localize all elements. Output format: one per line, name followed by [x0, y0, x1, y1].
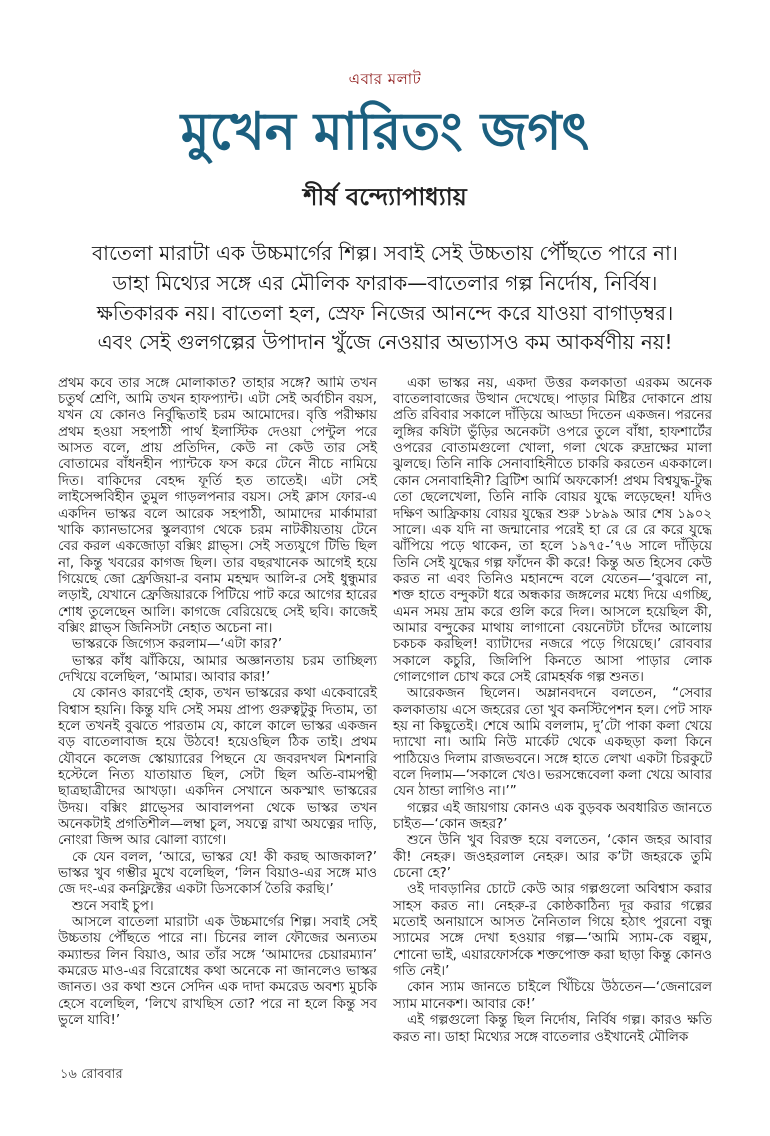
lead-line: ডাহা মিথ্যের সঙ্গে এর মৌলিক ফারাক—বাতেলার গল্প নির্দোষ, নির্বিষ।: [112, 270, 658, 295]
article-title: মুখেন মারিতং জগৎ: [180, 102, 590, 162]
article-body: [58, 376, 712, 1064]
lead-line: ক্ষতিকারক নয়। বাতেলা হল, স্রেফ নিজের আনন্দে করে যাওয়া বাগাড়ম্বর।: [96, 300, 674, 325]
body-paragraph: একা ভাস্কর নয়, একদা উত্তর কলকাতা এরকম অনেক বাতেলাবাজের উত্থান দেখেছে। পাড়ার মিষ্টির দোকানে প্রায় প্রতি রবিবার সকালে দাঁড়িয়ে আড্ডা দিতেন একজন। পরনের লুঙ্গির কষিটা ভুঁড়ির অনেকটা ওপরে তুলে বাঁধা, হাফশার্টের ওপরের বোতামগুলো খোলা, গলা থেকে রুদ্রাক্ষের মালা ঝুলছে। তিনি নাকি সেনাবাহিনীতে চাকরি করতেন এককালে। কোন সেনাবাহিনী? ব্রিটিশ আর্মি অফকোর্স! প্রথম বিশ্বযুদ্ধ-টুদ্ধ তো ছেলেখেলা, তিনি নাকি বোয়র যুদ্ধে লড়েছেন! যদিও দক্ষিণ আফ্রিকায় বোয়র যুদ্ধের শুরু ১৮৯৯ আর শেষ ১৯০২ সালে। এক যদি না জন্মানোর পরেই হা রে রে রে করে যুদ্ধে ঝাঁপিয়ে পড়ে থাকেন, তা হলে ১৯৭৫-’৭৬ সালে দাঁড়িয়ে তিনি সেই যুদ্ধের গল্প ফাঁদেন কী করে! কিন্তু অত হিসেব কেউ করত না এবং তিনিও মহানন্দে বলে যেতেন—‘বুঝলে না, শক্ত হাতে বন্দুকটা ধরে অন্ধকার জঙ্গলের মধ্যে দিয়ে এগচ্ছি, এমন সময় দ্রাম করে গুলি করে দিল। আসলে হয়েছিল কী, আমার বন্দুকের মাথায় লাগানো বেয়নেটটা চাঁদের আলোয় চকচক করছিল! ব্যাটাদের নজরে পড়ে গিয়েছে।’ রোববার সকালে কচুরি, জিলিপি কিনতে আসা পাড়ার লোক গোলগোল চোখ করে সেই রোমহর্ষক গল্প শুনত।: [393, 375, 712, 685]
page-footer: [60, 1065, 123, 1086]
body-paragraph: ভাস্কর কাঁধ ঝাঁকিয়ে, আমার অজ্ঞানতায় চরম তাচ্ছিল্য দেখিয়ে বলেছিল, ‘আমার। আবার কার!’: [58, 653, 377, 685]
right-column: [393, 376, 712, 1064]
body-paragraph: শুনে উনি খুব বিরক্ত হয়ে বলতেন, ‘কোন জহর আবার কী! নেহরু। জওহরলাল নেহরু। আর ক’টা জহরকে তুমি চেনো হে?’: [393, 833, 712, 882]
author-byline: শীর্ষ বন্দ্যোপাধ্যায়: [303, 183, 467, 212]
body-paragraph: আরেকজন ছিলেন। অম্লানবদনে বলতেন, “সেবার কলকাতায় এসে জহরের তো খুব কনস্টিপেশন হল। পেট সাফ হয় না কিছুতেই। শেষে আমি বললাম, দু’টো পাকা কলা খেয়ে দ্যাখো না। আমি নিউ মার্কেট থেকে একছড়া কলা কিনে পাঠিয়েও দিলাম রাজভবনে। সঙ্গে হাতে লেখা একটা চিরকুটে বলে দিলাম—‘সকালে খেও। ভরসন্ধেবেলা কলা খেয়ে আবার যেন ঠান্ডা লাগিও না।’”: [393, 686, 712, 800]
body-paragraph: ভাস্করকে জিগ্যেস করলাম—‘এটা কার?’: [72, 637, 283, 653]
body-paragraph: প্রথম কবে তার সঙ্গে মোলাকাত? তাহার সঙ্গে? আমি তখন চতুর্থ শ্রেণি, আমি তখন হাফপ্যান্ট। এটা সেই অর্বাচীন বয়স, যখন যে কোনও নির্বুদ্ধিতাই চরম আমোদের। বৃত্তি পরীক্ষায় প্রথম হওয়া সহপাঠী পার্থ ইলাস্টিক দেওয়া পেন্টুল পরে আসত বলে, প্রায় প্রতিদিন, কেউ না কেউ তার সেই বোতামের বাঁধনহীন প্যান্টকে ফস করে টেনে নীচে নামিয়ে দিত। বাকিদের বেহদ্দ ফূর্তি হত তাতেই। এটা সেই লাইসেন্সবিহীন তুমুল গাড়লপনার বয়স। সেই ক্লাস ফোর-এ একদিন ভাস্কর বলে আরেক সহপাঠী, আমাদের মার্কামারা খাকি ক্যানভাসের স্কুলব্যাগ থেকে চরম নাটকীয়তায় টেনে বের করল একজোড়া বক্সিং গ্লাভ্স। সেই সত্যযুগে টিভি ছিল না, কিন্তু খবরের কাগজ ছিল। তার বছরখানেক আগেই হয়ে গিয়েছে জো ফ্রেজিয়া-র বনাম মহম্মদ আলি-র সেই ধুন্ধুমার লড়াই, যেখানে ফ্রেজিয়ারকে পিটিয়ে পাট করে আগের হারের শোধ তুলেছেন আলি। কাগজে বেরিয়েছে সেই ছবি। কাজেই বক্সিং গ্লাভ্স জিনিসটা নেহাত অচেনা না।: [58, 375, 377, 636]
body-paragraph: শুনে সবাই চুপ।: [72, 898, 154, 914]
body-paragraph: এই গল্পগুলো কিন্তু ছিল নির্দোষ, নির্বিষ গল্প। কারও ক্ষতি করত না। ডাহা মিথ্যের সঙ্গে বাতেলার ওইখানেই মৌলিক: [393, 1013, 712, 1045]
body-paragraph: যে কোনও কারণেই হোক, তখন ভাস্করের কথা একেবারেই বিশ্বাস হয়নি। কিন্তু যদি সেই সময় প্রাপ্য গুরুত্বটুকু দিতাম, তা হলে তখনই বুঝতে পারতাম যে, কালে কালে ভাস্কর একজন বড় বাতেলাবাজ হয়ে উঠবে! হয়েওছিল ঠিক তাই। প্রথম যৌবনে কলেজ স্কোয়্যারের পিছনে যে জবরদখল মিশনারি হস্টেলে নিত্য যাতায়াত ছিল, সেটা ছিল অতি-বামপন্থী ছাত্রছাত্রীদের আখড়া। একদিন সেখানে অকস্মাৎ ভাস্করের উদয়। বক্সিং গ্লাভ্সের আবালপনা থেকে ভাস্কর তখন অনেকটাই প্রগতিশীল—লম্বা চুল, সযত্নে রাখা অযত্নের দাড়ি, নোংরা জিন্স আর ঝোলা ব্যাগে।: [58, 686, 377, 849]
lead-paragraph: [58, 239, 712, 357]
body-paragraph: ওই দাবড়ানির চোটে কেউ আর গল্পগুলো অবিশ্বাস করার সাহস করত না। নেহরু-র কোষ্ঠকাঠিন্য দূর করার গল্পের মতোই অনায়াসে আসত নৈনিতাল গিয়ে হঠাৎ পুরনো বন্ধু স্যামের সঙ্গে দেখা হওয়ার গল্প—‘আমি স্যাম-কে বল্লুম, শোনো ভাই, এয়ারফোর্সকে শক্তপোক্ত করা ছাড়া কিন্তু কোনও গতি নেই।’: [393, 882, 712, 980]
lead-line: বাতেলা মারাটা এক উচ্চমার্গের শিল্প। সবাই সেই উচ্চতায় পৌঁছতে পারে না।: [92, 241, 678, 266]
body-paragraph: গল্পের এই জায়গায় কোনও এক বুড়বক অবধারিত জানতে চাইত—‘কোন জহর?’: [393, 800, 712, 833]
page-number: ১৬ রোববার: [60, 1067, 123, 1082]
lead-line: এবং সেই গুলগল্পের উপাদান খুঁজে নেওয়ার অভ্যাসও কম আকর্ষণীয় নয়!: [97, 330, 673, 355]
left-column: [58, 376, 377, 1064]
body-paragraph: আসলে বাতেলা মারাটা এক উচ্চমার্গের শিল্প। সবাই সেই উচ্চতায় পৌঁছতে পারে না। চিনের লাল ফৌজের অন্যতম কম্যান্ডর লিন বিয়াও, আর তাঁর সঙ্গে ‘আমাদের চেয়ারম্যান’ কমরেড মাও-এর বিরোধের কথা অনেকে না জানলেও ভাস্কর জানত। ওর কথা শুনে সেদিন এক দাদা কমরেড অবশ্য মুচকি হেসে বলেছিল, ‘লিখে রাখছিস তো? পরে না হলে কিন্তু সব ভুলে যাবি!’: [58, 915, 377, 1029]
body-paragraph: কোন স্যাম জানতে চাইলে খিঁচিয়ে উঠতেন—‘জেনারেল স্যাম মানেকশ। আবার কে!’: [393, 980, 712, 1012]
body-paragraph: কে যেন বলল, ‘আরে, ভাস্কর যে! কী করছ আজকাল?’ ভাস্কর খুব গম্ভীর মুখে বলেছিল, ‘লিন বিয়াও-এর সঙ্গে মাও জে দং-এর কনফ্লিক্টের একটা ডিসকোর্স তৈরি করছি।’: [58, 849, 377, 898]
section-tag: এবার মলাট: [348, 70, 422, 88]
